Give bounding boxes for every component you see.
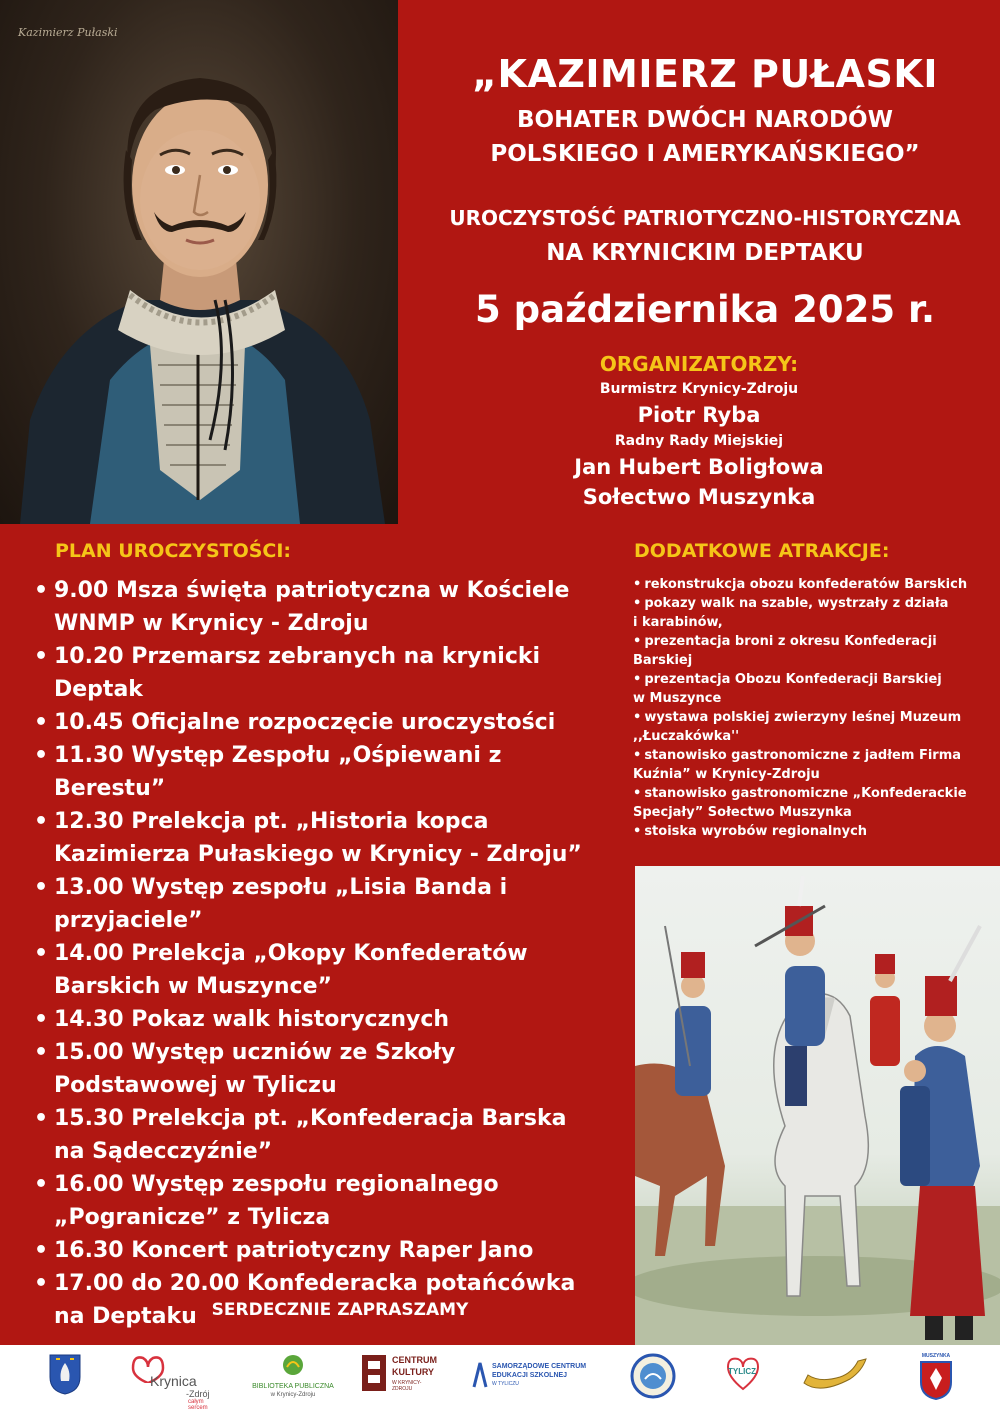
plan-item-line: na Deptaku	[54, 1304, 197, 1329]
event-line-2: NA KRYNICKIM DEPTAKU	[546, 240, 864, 266]
plan-item	[30, 1003, 610, 1036]
biblioteka-leaf-icon	[281, 1353, 305, 1377]
plan-item-line: WNMP w Krynicy - Zdroju	[54, 611, 369, 636]
school-round-emblem-icon	[630, 1353, 676, 1403]
extra-item-line: stanowisko gastronomiczne z jadłem Firma	[644, 748, 962, 763]
plan-item-line: „Pogranicze” z Tylicza	[54, 1205, 331, 1230]
extra-item	[633, 708, 973, 746]
extra-item	[633, 575, 973, 594]
extra-item	[633, 594, 973, 632]
portrait-image	[0, 0, 398, 524]
page-title: „KAZIMIERZ PUŁASKI	[472, 52, 938, 96]
plan-item	[30, 574, 610, 640]
plan-item-line: 12.30 Prelekcja pt. „Historia kopca	[54, 809, 489, 834]
portrait-signature: Kazimierz Pułaski	[18, 26, 118, 39]
closing-text: SERDECZNIE ZAPRASZAMY	[211, 1300, 469, 1320]
bullet-icon: •	[34, 1238, 49, 1263]
plan-item-line: Berestu”	[54, 776, 166, 801]
plan-item	[30, 1234, 610, 1267]
event-line-1: UROCZYSTOŚĆ PATRIOTYCZNO-HISTORYCZNA	[449, 206, 961, 230]
sces-line-2: EDUKACJI SZKOLNEJ	[492, 1372, 568, 1379]
plan-item	[30, 739, 610, 805]
muszynka-word: MUSZYNKA	[921, 1353, 951, 1359]
extra-item	[633, 746, 973, 784]
bullet-icon: •	[633, 748, 642, 763]
organizer-line: Burmistrz Krynicy-Zdroju	[599, 381, 799, 397]
plan-item	[30, 937, 610, 1003]
extra-item-line: Kuźnia” w Krynicy-Zdroju	[633, 767, 820, 782]
biblioteka-line-2: w Krynicy-Zdroju	[270, 1392, 316, 1398]
bullet-icon: •	[34, 743, 49, 768]
organizers-list	[398, 378, 1000, 512]
bullet-icon: •	[633, 786, 642, 801]
extra-item-line: stanowisko gastronomiczne „Konfederackie	[644, 786, 967, 801]
krynica-logo-tag: całym sercem	[188, 1399, 208, 1411]
extra-item-line: stoiska wyrobów regionalnych	[644, 824, 868, 839]
painting-scene	[635, 866, 1000, 1345]
sces-line-1: SAMORZĄDOWE CENTRUM	[492, 1363, 587, 1370]
bullet-icon: •	[633, 672, 642, 687]
tylicz-word: TYLICZ	[728, 1367, 756, 1376]
organizers-heading: ORGANIZATORZY:	[599, 352, 799, 376]
extra-item-line: prezentacja Obozu Konfederacji Barskiej	[644, 672, 942, 687]
extra-item	[633, 632, 973, 670]
krynica-logo-name: Krynica	[150, 1373, 197, 1389]
plan-item	[30, 1036, 610, 1102]
extra-item-line: prezentacja broni z okresu Konfederacji	[644, 634, 937, 649]
organizer-line: Jan Hubert Boligłowa	[574, 455, 824, 479]
plan-item	[30, 871, 610, 937]
extra-item-line: Specjały” Sołectwo Muszynka	[633, 805, 852, 820]
extra-item-line: pokazy walk na szable, wystrzały z działa	[644, 596, 949, 611]
extra-item-line: w Muszynce	[633, 691, 722, 706]
centrum-line-2: KULTURY	[392, 1367, 434, 1377]
plan-item-line: 11.30 Występ Zespołu „Ośpiewani z	[54, 743, 502, 768]
plan-item	[30, 805, 610, 871]
bullet-icon: •	[34, 1040, 49, 1065]
plan-item-line: 14.00 Prelekcja „Okopy Konfederatów	[54, 941, 528, 966]
bullet-icon: •	[633, 710, 642, 725]
subtitle-line-1: BOHATER DWÓCH NARODÓW	[517, 107, 893, 133]
extra-heading: DODATKOWE ATRAKCJE:	[634, 540, 890, 562]
bullet-icon: •	[633, 577, 642, 592]
portrait-figure	[0, 0, 398, 524]
bullet-icon: •	[633, 824, 642, 839]
plan-item-line: 15.00 Występ uczniów ze Szkoły	[54, 1040, 456, 1065]
plan-item-line: Podstawowej w Tyliczu	[54, 1073, 337, 1098]
extra-list	[633, 575, 973, 841]
bullet-icon: •	[34, 875, 49, 900]
sces-icon	[470, 1359, 490, 1389]
krynica-logo-sub: -Zdrój	[186, 1389, 210, 1399]
centrum-kultury-icon	[360, 1353, 388, 1393]
biblioteka-line-1: BIBLIOTEKA PUBLICZNA	[252, 1383, 334, 1390]
plan-item	[30, 1168, 610, 1234]
organizer-line: Piotr Ryba	[637, 403, 761, 427]
plan-item-line: Deptak	[54, 677, 143, 702]
bullet-icon: •	[34, 809, 49, 834]
plan-item	[30, 1102, 610, 1168]
tylicz-heart-icon	[718, 1353, 768, 1399]
plan-item-line: 13.00 Występ zespołu „Lisia Banda i	[54, 875, 508, 900]
extra-item	[633, 670, 973, 708]
plan-item	[30, 706, 610, 739]
plan-item-line: na Sądecczyźnie”	[54, 1139, 273, 1164]
krynica-coat-of-arms-icon	[48, 1353, 82, 1399]
extra-item	[633, 784, 973, 822]
sces-line-3: W TYLICZU	[492, 1381, 519, 1387]
plan-item-line: Barskich w Muszynce”	[54, 974, 332, 999]
bullet-icon: •	[633, 634, 642, 649]
plan-item-line: 17.00 do 20.00 Konfederacka potańcówka	[54, 1271, 576, 1296]
plan-item-line: Kazimierza Pułaskiego w Krynicy - Zdroju”	[54, 842, 582, 867]
hunting-horn-logo-icon	[800, 1353, 870, 1403]
extra-item	[633, 822, 973, 841]
organizers-section	[398, 350, 1000, 512]
bullet-icon: •	[34, 1106, 49, 1131]
bullet-icon: •	[34, 1007, 49, 1032]
subtitle-line-2: POLSKIEGO I AMERYKAŃSKIEGO”	[490, 141, 920, 167]
muszynka-coat-of-arms-icon	[919, 1360, 953, 1400]
event-date: 5 października 2025 r.	[474, 288, 936, 331]
extra-item-line: ,,Łuczakówka''	[633, 729, 740, 744]
bullet-icon: •	[34, 644, 49, 669]
centrum-line-1: CENTRUM	[392, 1355, 437, 1365]
sponsor-logos	[0, 1345, 1000, 1416]
plan-item-line: 10.20 Przemarsz zebranych na krynicki	[54, 644, 541, 669]
plan-item-line: 9.00 Msza święta patriotyczna w Kościele	[54, 578, 570, 603]
extra-item-line: i karabinów,	[633, 615, 723, 630]
plan-item-line: przyjaciele”	[54, 908, 203, 933]
bullet-icon: •	[34, 578, 49, 603]
bullet-icon: •	[34, 941, 49, 966]
plan-heading: PLAN UROCZYSTOŚCI:	[55, 540, 292, 562]
plan-item-line: 10.45 Oficjalne rozpoczęcie uroczystości	[54, 710, 556, 735]
organizer-line: Radny Rady Miejskiej	[614, 433, 784, 449]
bullet-icon: •	[34, 1271, 49, 1296]
bullet-icon: •	[633, 596, 642, 611]
plan-item-line: 16.30 Koncert patriotyczny Raper Jano	[54, 1238, 534, 1263]
centrum-line-3: W KRYNICY-ZDROJU	[392, 1380, 422, 1392]
plan-item-line: 16.00 Występ zespołu regionalnego	[54, 1172, 499, 1197]
plan-list	[30, 574, 610, 1333]
extra-item-line: rekonstrukcja obozu konfederatów Barskich	[644, 577, 968, 592]
plan-item-line: 15.30 Prelekcja pt. „Konfederacja Barska	[54, 1106, 567, 1131]
extra-item-line: Barskiej	[633, 653, 693, 668]
extra-item-line: wystawa polskiej zwierzyny leśnej Muzeum	[644, 710, 962, 725]
plan-item-line: 14.30 Pokaz walk historycznych	[54, 1007, 450, 1032]
bullet-icon: •	[34, 710, 49, 735]
organizer-line: Sołectwo Muszynka	[582, 485, 816, 509]
bullet-icon: •	[34, 1172, 49, 1197]
confederates-painting	[635, 866, 1000, 1345]
plan-item	[30, 640, 610, 706]
